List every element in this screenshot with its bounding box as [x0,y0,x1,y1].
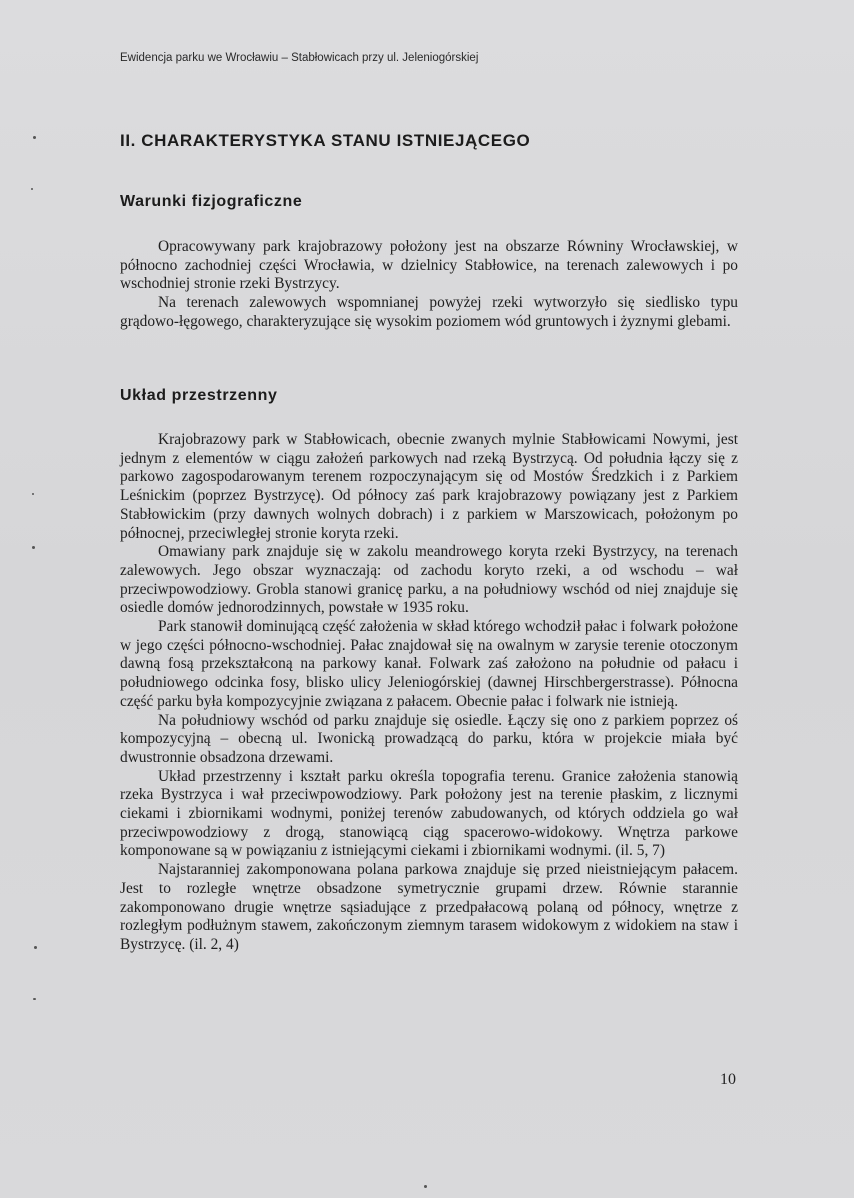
paragraph: Opracowywany park krajobrazowy położony jest na obszarze Równiny Wrocławskiej, w północno zachodniej części Wrocławia, w dzielnicy Stabłowice, na terenach zalewowych i po wschodniej stronie rzeki Bystrzycy. [120,238,738,293]
scan-speck [33,136,36,139]
section-title-uklad: Układ przestrzenny [120,387,278,404]
section-body-warunki [120,238,738,332]
scan-speck [31,188,33,190]
paragraph: Układ przestrzenny i kształt parku określa topografia terenu. Granice założenia stanowią rzeka Bystrzyca i wał przeciwpowodziowy. Park położony jest na terenie płaskim, z licznymi ciekami i zbiornikami wodnymi, poniżej terenów zabudowanych, od których oddziela go wał przeciwpowodziowy z drogą, stanowiącą ciąg spacerowo-widokowy. Wnętrza parkowe komponowane są w powiązaniu z istniejącymi ciekami i zbiornikami wodnymi. (il. 5, 7) [120,767,738,860]
scan-speck [33,998,36,1000]
paragraph: Omawiany park znajduje się w zakolu meandrowego koryta rzeki Bystrzycy, na terenach zalewowych. Jego obszar wyznaczają: od zachodu koryto rzeki, a od wschodu – wał przeciwpowodziowy. Grobla stanowi granicę parku, a na południowy wschód od niej znajduje się osiedle domów jednorodzinnych, powstałe w 1935 roku. [120,543,738,617]
section-title-warunki: Warunki fizjograficzne [120,193,303,210]
scan-speck [32,546,35,549]
running-header: Ewidencja parku we Wrocławiu – Stabłowicach przy ul. Jeleniogórskiej [120,52,479,64]
scan-speck [34,946,37,949]
section-body-uklad [120,431,738,955]
paragraph: Najstaranniej zakomponowana polana parkowa znajduje się przed nieistniejącym pałacem. Jest to rozległe wnętrze obsadzone symetrycznie grupami drzew. Równie starannie zakomponowano drugie wnętrze sąsiadujące z przedpałacową polaną od północy, wnętrze z rozległym podłużnym stawem, zakończonym ziemnym tarasem widokowym z widokiem na staw i Bystrzycę. (il. 2, 4) [120,861,738,953]
scan-speck [32,493,34,495]
chapter-title: II. CHARAKTERYSTYKA STANU ISTNIEJĄCEGO [120,131,531,150]
paragraph: Park stanowił dominującą część założenia w skład którego wchodził pałac i folwark położone w jego części północno-wschodniej. Pałac znajdował się na owalnym w zarysie terenie otoczonym dawną fosą przekształconą na parkowy kanał. Folwark zaś założono na południe od pałacu i południowego odcinka fosy, blisko ulicy Jeleniogórskiej (dawnej Hirschbergerstrasse). Północna część parku była kompozycyjnie związana z pałacem. Obecnie pałac i folwark nie istnieją. [120,618,738,710]
page-number: 10 [720,1071,736,1088]
paragraph: Krajobrazowy park w Stabłowicach, obecnie zwanych mylnie Stabłowicami Nowymi, jest jednym z elementów w ciągu założeń parkowych nad rzeką Bystrzycą. Od południa łączy się z parkowo zagospodarowanym terenem rozpoczynającym się od Mostów Średzkich i z Parkiem Leśnickim (poprzez Bystrzycę). Od północy zaś park krajobrazowy powiązany jest z Parkiem Stabłowickim (przy dawnych wolnych dobrach) i z parkiem w Marszowicach, położonym po północnej, przeciwległej stronie koryta rzeki. [120,431,738,542]
scan-speck [424,1185,427,1188]
paragraph: Na terenach zalewowych wspomnianej powyżej rzeki wytworzyło się siedlisko typu grądowo-łęgowego, charakteryzujące się wysokim poziomem wód gruntowych i żyznymi glebami. [120,294,738,330]
paragraph: Na południowy wschód od parku znajduje się osiedle. Łączy się ono z parkiem poprzez oś kompozycyjną – obecną ul. Iwonicką prowadzącą do parku, która w projekcie miała być dwustronnie obsadzona drzewami. [120,711,738,766]
